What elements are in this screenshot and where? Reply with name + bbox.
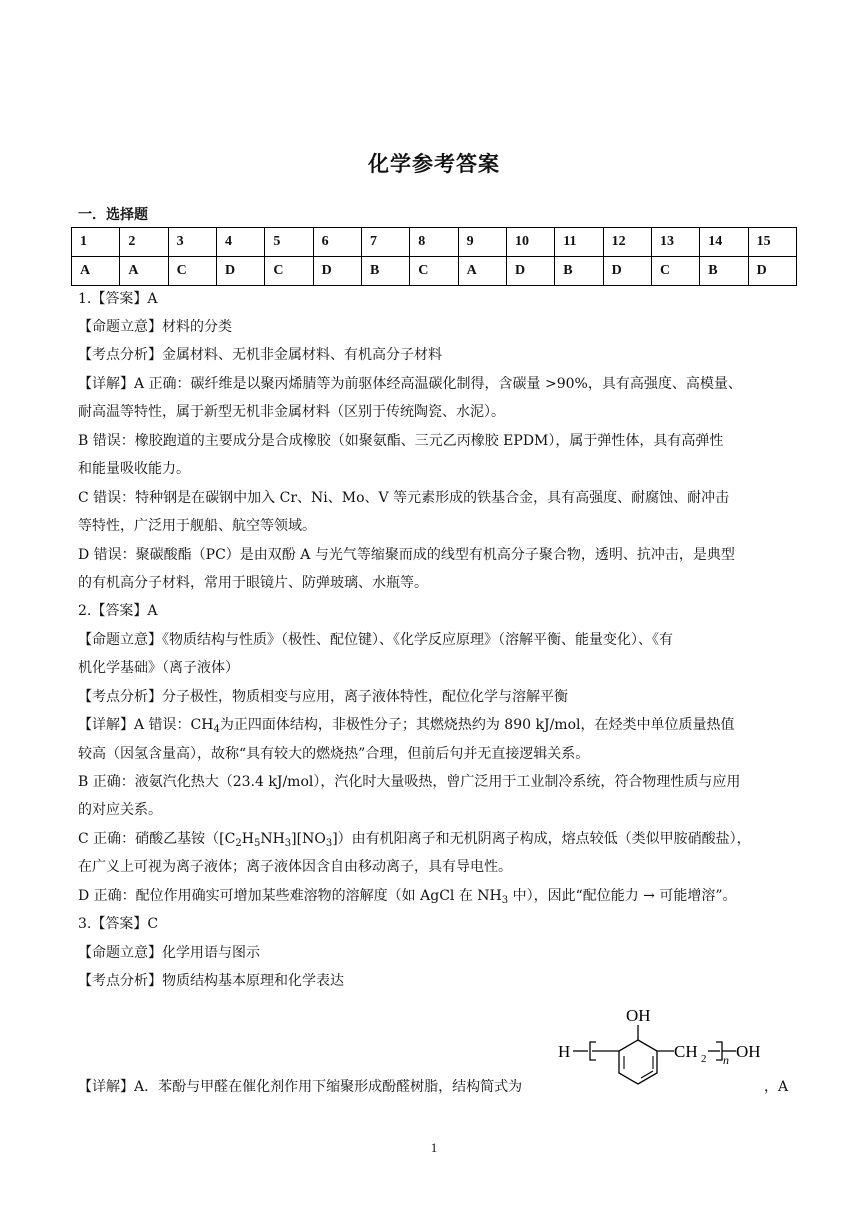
answer-cell: D	[506, 257, 554, 286]
subscript: 3	[501, 895, 509, 906]
text-run: 中），因此“配位能力 → 可能增溶”。	[508, 888, 737, 904]
answer-cell: D	[748, 257, 796, 286]
q2-detail-line: 较高（因氢含量高），故称“具有较大的燃烧热”合理，但前后句并无直接逻辑关系。	[78, 746, 590, 762]
subscript: 3	[284, 838, 292, 849]
phenolic-resin-structure	[556, 1000, 778, 1098]
q1-intent: 【命题立意】材料的分类	[78, 319, 232, 335]
question-number: 13	[651, 228, 699, 257]
benzene-ring	[619, 1040, 657, 1084]
text-run: 为正四面体结构，非极性分子；其燃烧热约为 890 kJ/mol，在烃类中单位质量热值	[219, 717, 735, 733]
q3-answer: 3.【答案】C	[78, 916, 159, 932]
q3-detail-tail: ，A	[764, 1079, 789, 1095]
text-run: ][NO	[291, 831, 326, 847]
answer-cell: B	[361, 257, 409, 286]
q1-detail-line: 耐高温等特性，属于新型无机非金属材料（区别于传统陶瓷、水泥）。	[78, 404, 505, 420]
q1-option-c: 等特性，广泛用于舰船、航空等领域。	[78, 518, 316, 534]
subscript: 3	[325, 838, 333, 849]
text-run: ]）由有机阳离子和无机阴离子构成，熔点较低（类似甲胺硝酸盐），	[332, 831, 751, 847]
answer-cell: A	[120, 257, 168, 286]
text-run: C 正确：硝酸乙基铵（[C	[78, 831, 236, 847]
q3-analysis: 【考点分析】物质结构基本原理和化学表达	[78, 973, 344, 989]
structure-h: H	[558, 1042, 571, 1061]
q1-option-b: B 错误：橡胶跑道的主要成分是合成橡胶（如聚氨酯、三元乙丙橡胶 EPDM），属于弹性体，具有高弹性	[78, 433, 724, 449]
page-number: 1	[430, 1140, 438, 1155]
question-number: 8	[410, 228, 458, 257]
structure-oh-right: OH	[736, 1042, 761, 1061]
q2-intent: 【命题立意】《物质结构与性质》（极性、配位键）、《化学反应原理》（溶解平衡、能量变化）、《有	[78, 632, 673, 648]
subscript: 4	[213, 724, 220, 735]
structure-oh-top: OH	[626, 1006, 651, 1025]
question-number: 15	[748, 228, 796, 257]
answer-cell: C	[265, 257, 313, 286]
question-number: 4	[216, 228, 264, 257]
question-number: 2	[120, 228, 168, 257]
q1-option-d: 的有机高分子材料，常用于眼镜片、防弹玻璃、水瓶等。	[78, 575, 428, 591]
structure-ch2-sub: 2	[701, 1053, 707, 1065]
question-number: 7	[361, 228, 409, 257]
q2-answer: 2.【答案】A	[78, 603, 158, 619]
q2-analysis: 【考点分析】分子极性，物质相变与应用，离子液体特性，配位化学与溶解平衡	[78, 689, 568, 705]
subscript: 2	[235, 838, 242, 849]
q1-option-d: D 错误：聚碳酸酯（PC）是由双酚 A 与光气等缩聚而成的线型有机高分子聚合物，透明、抗冲击，是典型	[78, 547, 735, 563]
page-title: 化学参考答案	[368, 152, 500, 176]
table-row-answers	[72, 257, 797, 286]
answer-cell: B	[555, 257, 603, 286]
section-heading: 一．选择题	[78, 207, 148, 223]
q3-detail-line: 【详解】A．苯酚与甲醛在催化剂作用下缩聚形成酚醛树脂，结构简式为	[78, 1079, 523, 1095]
question-number: 6	[313, 228, 361, 257]
answer-cell: C	[410, 257, 458, 286]
text-run: D 正确：配位作用确实可增加某些难溶物的溶解度（如 AgCl 在 NH	[78, 888, 502, 904]
answer-cell: C	[651, 257, 699, 286]
q1-detail-line: 【详解】A 正确：碳纤维是以聚丙烯腈等为前驱体经高温碳化制得，含碳量 >90%，具有高强度、高模量、	[78, 376, 742, 392]
question-number: 12	[603, 228, 651, 257]
answer-cell: D	[603, 257, 651, 286]
q2-option-c	[78, 829, 794, 851]
answer-table	[71, 227, 797, 286]
q3-intent: 【命题立意】化学用语与图示	[78, 945, 260, 961]
question-number: 10	[506, 228, 554, 257]
question-number: 3	[168, 228, 216, 257]
answer-cell: B	[700, 257, 748, 286]
structure-n: n	[723, 1053, 729, 1067]
answer-cell: A	[458, 257, 506, 286]
answer-cell: C	[168, 257, 216, 286]
question-number: 14	[700, 228, 748, 257]
q2-option-c: 在广义上可视为离子液体；离子液体因含自由移动离子，具有导电性。	[78, 859, 512, 875]
question-number: 1	[72, 228, 120, 257]
question-number: 5	[265, 228, 313, 257]
subscript: 5	[253, 838, 261, 849]
answer-cell: A	[72, 257, 120, 286]
table-row-numbers	[72, 228, 797, 257]
text-run: H	[241, 831, 254, 847]
q2-option-b: B 正确：液氨汽化热大（23.4 kJ/mol），汽化时大量吸热，曾广泛用于工业制冷系统，符合物理性质与应用	[78, 774, 741, 790]
q1-option-c: C 错误：特种钢是在碳钢中加入 Cr、Ni、Mo、V 等元素形成的铁基合金，具有高强度、耐腐蚀、耐冲击	[78, 490, 730, 506]
q2-option-d	[78, 886, 794, 908]
q2-intent: 机化学基础》（离子液体）	[78, 660, 239, 676]
q1-answer: 1.【答案】A	[78, 291, 158, 307]
text-run: NH	[260, 831, 285, 847]
text-run: 【详解】A 错误：CH	[78, 717, 214, 733]
answer-cell: D	[216, 257, 264, 286]
q1-option-b: 和能量吸收能力。	[78, 461, 190, 477]
answer-cell: D	[313, 257, 361, 286]
q2-detail-line	[78, 715, 794, 737]
structure-ch2: CH	[674, 1042, 698, 1061]
question-number: 11	[555, 228, 603, 257]
q2-option-b: 的对应关系。	[78, 802, 162, 818]
question-number: 9	[458, 228, 506, 257]
q1-analysis: 【考点分析】金属材料、无机非金属材料、有机高分子材料	[78, 347, 442, 363]
